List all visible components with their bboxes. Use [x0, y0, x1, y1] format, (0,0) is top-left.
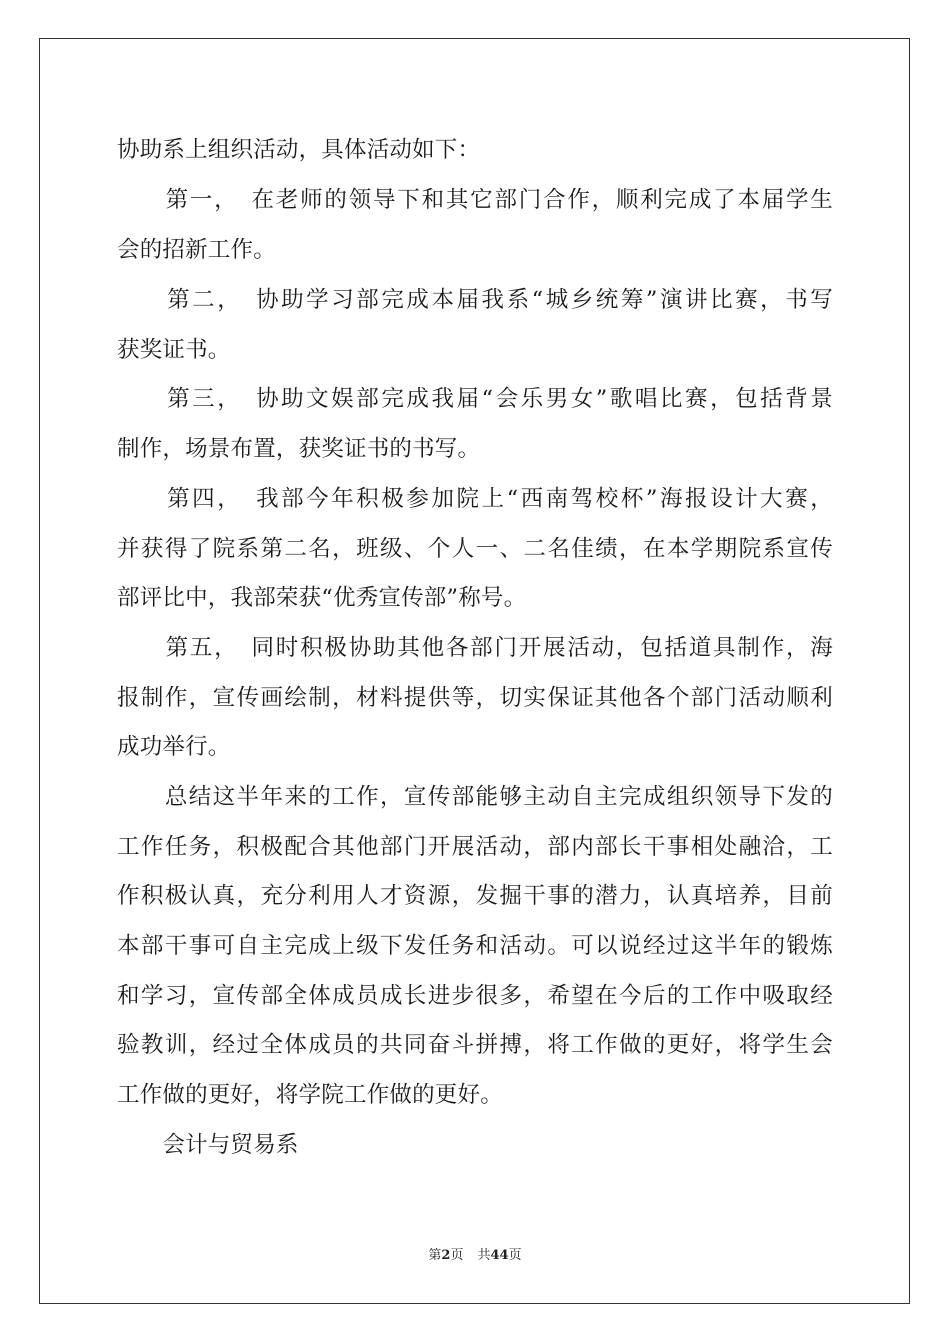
text-line: 并获得了院系第二名，班级、个人一、二名佳绩，在本学期院系宣传: [117, 536, 833, 562]
text-line: 作积极认真，充分利用人才资源，发掘干事的潜力，认真培养，目前: [117, 883, 833, 909]
text-line: 第二， 协助学习部完成本届我系“城乡统筹”演讲比赛，书写: [117, 287, 833, 313]
text-line: 工作任务，积极配合其他部门开展活动，部内部长干事相处融洽，工: [117, 834, 833, 860]
text-line: 和学习，宣传部全体成员成长进步很多，希望在今后的工作中吸取经: [117, 983, 833, 1009]
text-line: 制作，场景布置，获奖证书的书写。: [117, 436, 481, 462]
text-line: 第一， 在老师的领导下和其它部门合作，顺利完成了本届学生: [117, 187, 833, 213]
text-line: 第四， 我部今年积极参加院上“西南驾校杯”海报设计大赛，: [117, 486, 833, 512]
total-label-prefix: 共: [477, 1248, 491, 1263]
text-line: 报制作，宣传画绘制，材料提供等，切实保证其他各个部门活动顺利: [117, 685, 833, 711]
total-label-suffix: 页: [508, 1248, 522, 1263]
text-line: 会的招新工作。: [117, 237, 276, 263]
text-line: 总结这半年来的工作，宣传部能够主动自主完成组织领导下发的: [117, 784, 833, 810]
total-page-number: 44: [490, 1248, 509, 1263]
text-line: 协助系上组织活动，具体活动如下：: [117, 137, 481, 163]
text-line: 工作做的更好，将学院工作做的更好。: [117, 1082, 503, 1108]
text-line: 获奖证书。: [117, 337, 231, 363]
text-line: 本部干事可自主完成上级下发任务和活动。可以说经过这半年的锻炼: [117, 933, 833, 959]
text-line: 验教训，经过全体成员的共同奋斗拼搏，将工作做的更好，将学生会: [117, 1032, 833, 1058]
text-line: 成功举行。: [117, 734, 231, 760]
text-line: 第五， 同时积极协助其他各部门开展活动，包括道具制作，海: [117, 635, 833, 661]
text-line: 会计与贸易系: [117, 1132, 299, 1158]
page-label-prefix: 第: [428, 1248, 442, 1263]
current-page-number: 2: [441, 1248, 451, 1263]
page-footer: [0, 1247, 950, 1265]
text-line: 第三， 协助文娱部完成我届“会乐男女”歌唱比赛，包括背景: [117, 386, 833, 412]
text-line: 部评比中，我部荣获“优秀宣传部”称号。: [117, 585, 527, 611]
page-border: [39, 38, 910, 1304]
page-label-suffix: 页: [450, 1248, 464, 1263]
